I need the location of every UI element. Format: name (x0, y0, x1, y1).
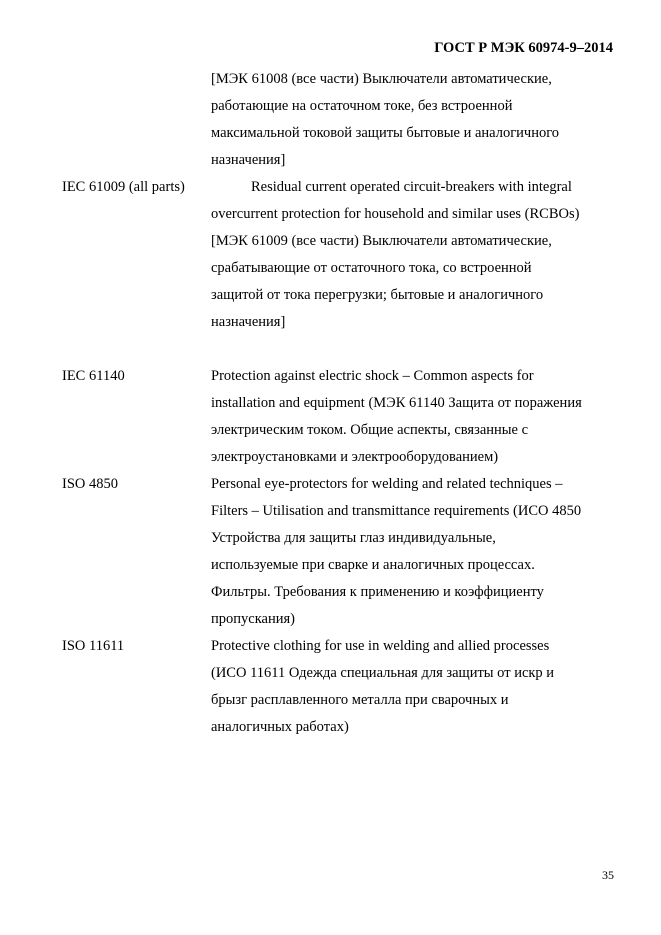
description-line: аналогичных работах) (211, 719, 349, 735)
reference-code: IEC 61140 (62, 368, 125, 384)
reference-code: ISO 11611 (62, 638, 125, 654)
reference-description (211, 66, 622, 174)
description-line: электрическим током. Общие аспекты, связанные с (211, 422, 529, 438)
description-line: Устройства для защиты глаз индивидуальные, (211, 530, 496, 546)
description-line: пропускания) (211, 611, 295, 627)
reference-entry-iec-61140 (62, 363, 622, 471)
description-line: работающие на остаточном токе, без встроенной (211, 98, 513, 114)
description-line: максимальной токовой защиты бытовые и аналогичного (211, 125, 560, 141)
reference-description (211, 174, 622, 336)
reference-description (211, 471, 622, 633)
description-line: Protective clothing for use in welding and allied processes (211, 638, 550, 654)
description-line: [МЭК 61008 (все части) Выключатели автоматические, (211, 71, 552, 87)
description-line: защитой от тока перегрузки; бытовые и аналогичного (211, 287, 544, 303)
description-line: Residual current operated circuit-breakers with integral (251, 179, 572, 195)
reference-code (62, 66, 211, 174)
page-number: 35 (602, 868, 614, 882)
reference-code: ISO 4850 (62, 476, 118, 492)
description-line: электроустановками и электрооборудованием) (211, 449, 499, 465)
reference-entry-iec-61009 (62, 174, 622, 336)
description-line: Personal eye-protectors for welding and related techniques – (211, 476, 563, 492)
reference-entry-iec-61008-continued (62, 66, 622, 174)
description-line: назначения] (211, 152, 286, 168)
description-line: срабатывающие от остаточного тока, со встроенной (211, 260, 532, 276)
description-line: Filters – Utilisation and transmittance requirements (ИСО 4850 (211, 503, 582, 519)
description-line: [МЭК 61009 (все части) Выключатели автоматические, (211, 233, 552, 249)
description-line: брызг расплавленного металла при сварочных и (211, 692, 509, 708)
description-line: Фильтры. Требования к применению и коэффициенту (211, 584, 544, 600)
description-line: overcurrent protection for household and similar uses (RCBOs) (211, 206, 580, 222)
reference-description (211, 633, 622, 741)
document-header: ГОСТ Р МЭК 60974-9–2014 (434, 40, 613, 56)
reference-description (211, 363, 622, 471)
description-line: используемые при сварке и аналогичных процессах. (211, 557, 535, 573)
reference-entry-iso-11611 (62, 633, 622, 741)
description-line: назначения] (211, 314, 286, 330)
reference-code: IEC 61009 (all parts) (62, 179, 185, 195)
normative-references-list (62, 66, 622, 741)
description-line: (ИСО 11611 Одежда специальная для защиты от искр и (211, 665, 555, 681)
reference-entry-iso-4850 (62, 471, 622, 633)
description-line: Protection against electric shock – Common aspects for (211, 368, 534, 384)
description-line: installation and equipment (МЭК 61140 Защита от поражения (211, 395, 582, 411)
